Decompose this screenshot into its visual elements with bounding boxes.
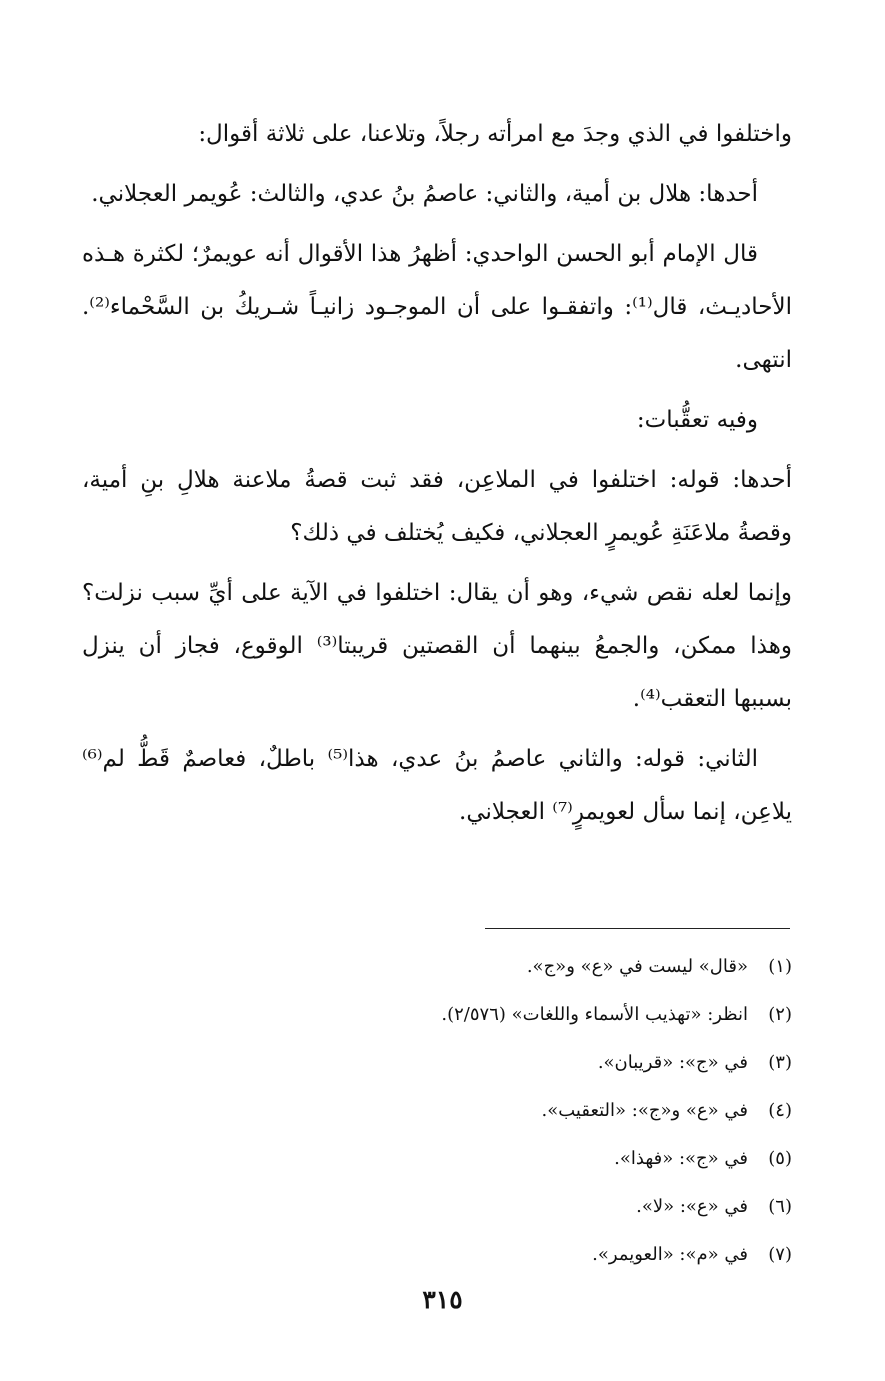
paragraph-2: أحدها: هلال بن أمية، والثاني: عاصمُ بنُ عدي، والثالث: عُويمر العجلاني. bbox=[91, 181, 758, 207]
footnote-text: في «ج»: «قريبان». bbox=[597, 1052, 748, 1073]
footnote-number: (٧) bbox=[768, 1244, 792, 1265]
footnote-7 bbox=[82, 1231, 792, 1279]
footnote-text: في «ج»: «فهذا». bbox=[614, 1148, 748, 1169]
footnote-text: في «ع» و«ج»: «التعقيب». bbox=[541, 1100, 748, 1121]
footnote-number: (٣) bbox=[768, 1052, 792, 1073]
footnote-6 bbox=[82, 1183, 792, 1231]
page-number: ٣١٥ bbox=[422, 1285, 463, 1314]
footnote-number: (٥) bbox=[768, 1148, 792, 1169]
footnote-text: «قال» ليست في «ع» و«ج». bbox=[526, 956, 748, 977]
footnote-5 bbox=[82, 1135, 792, 1183]
footnote-3 bbox=[82, 1039, 792, 1087]
paragraph-1: واختلفوا في الذي وجدَ مع امرأته رجلاً، وتلاعنا، على ثلاثة أقوال: bbox=[198, 121, 792, 147]
footnote-4 bbox=[82, 1087, 792, 1135]
footnote-number: (٢) bbox=[768, 1004, 792, 1025]
paragraph-7: الثاني: قوله: والثاني عاصمُ بنُ عدي، هذا⁽⁵⁾ باطلٌ، فعاصمٌ قَطُّ لم⁽⁶⁾ يلاعِن، إنما سأل لعويمرٍ⁽⁷⁾ العجلاني. bbox=[82, 746, 792, 825]
main-text bbox=[82, 108, 792, 846]
footnote-number: (٤) bbox=[768, 1100, 792, 1121]
paragraph-5: أحدها: قوله: اختلفوا في الملاعِن، فقد ثبت قصةُ ملاعنة هلالِ بنِ أمية، وقصةُ ملاعَنَةِ عُويمرٍ العجلاني، فكيف يُختلف في ذلك؟ bbox=[82, 467, 792, 546]
paragraph-3: قال الإمام أبو الحسن الواحدي: أظهرُ هذا الأقوال أنه عويمرٌ؛ لكثرة هـذه الأحاديـث، قال⁽¹⁾: واتفقـوا على أن الموجـود زانيـاً شـريكُ بن السَّحْماء⁽²⁾. انتهى. bbox=[82, 241, 793, 373]
footnote-text: في «م»: «العويمر». bbox=[592, 1244, 748, 1265]
footnote-separator bbox=[485, 928, 790, 929]
footnote-1 bbox=[82, 943, 792, 991]
footnote-text: في «ع»: «لا». bbox=[636, 1196, 748, 1217]
footnote-number: (٦) bbox=[768, 1196, 792, 1217]
footnote-number: (١) bbox=[768, 956, 792, 977]
paragraph-4: وفيه تعقُّبات: bbox=[636, 407, 758, 433]
footnotes bbox=[82, 943, 792, 1279]
footnote-2 bbox=[82, 991, 792, 1039]
footnote-text: انظر: «تهذيب الأسماء واللغات» (٢/٥٧٦). bbox=[441, 1004, 748, 1025]
paragraph-6: وإنما لعله نقص شيء، وهو أن يقال: اختلفوا في الآية على أيِّ سبب نزلت؟ وهذا ممكن، والجمعُ بينهما أن القصتين قريبتا⁽³⁾ الوقوع، فجاز أن ينزل بسببها التعقب⁽⁴⁾. bbox=[82, 580, 792, 712]
